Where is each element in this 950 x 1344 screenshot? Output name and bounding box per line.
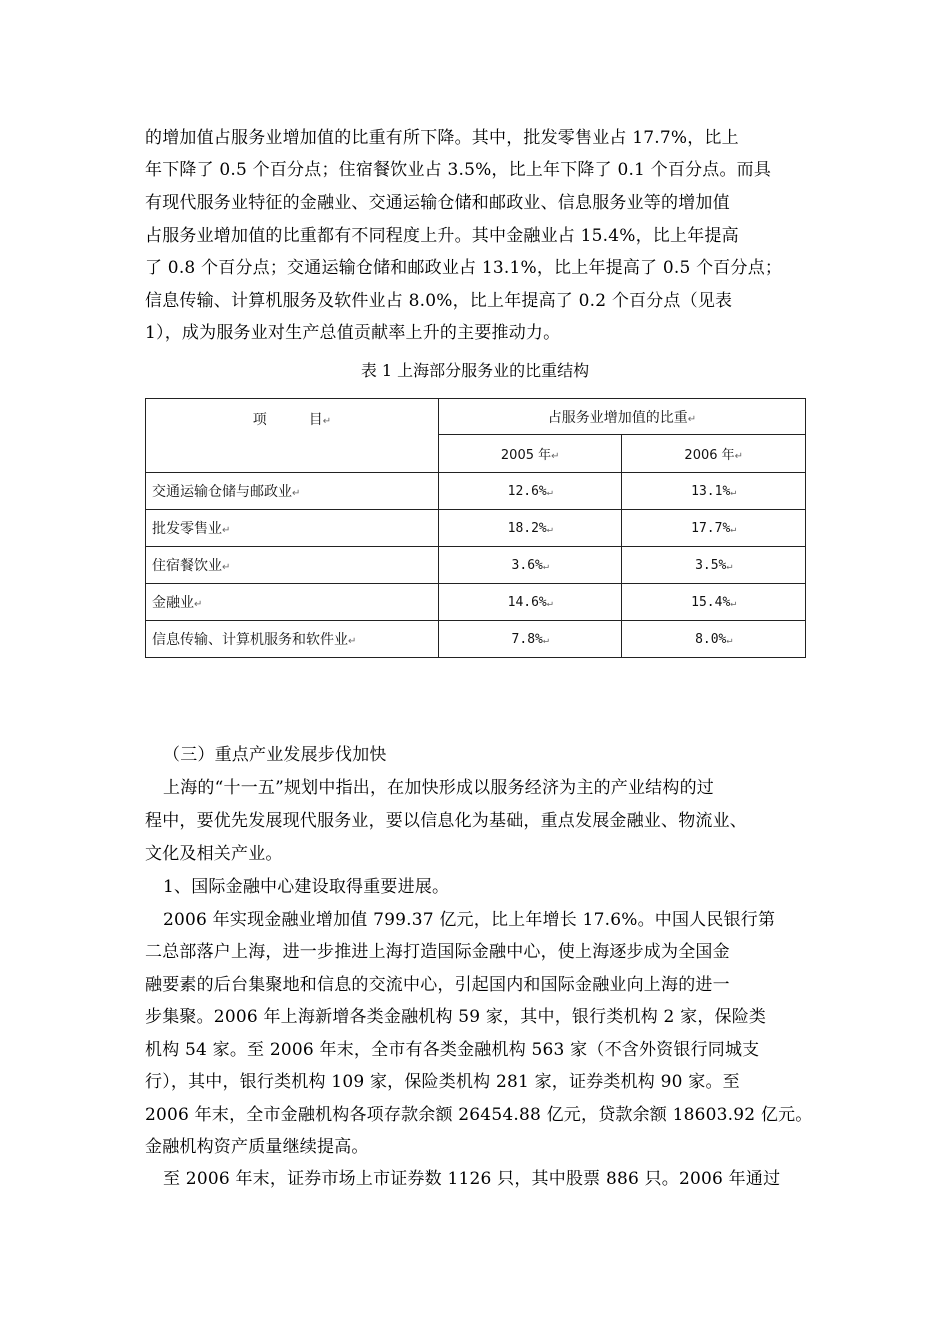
- paragraph-mark-icon: ↵: [542, 634, 549, 646]
- paragraph-mark-icon: ↵: [542, 560, 549, 572]
- paragraph-mark-icon: ↵: [730, 597, 737, 609]
- text-line: 信息传输、计算机服务及软件业占 8.0%，比上年提高了 0.2 个百分点（见表: [145, 291, 733, 311]
- text-line: 文化及相关产业。: [145, 844, 283, 864]
- text-line: 步集聚。2006 年上海新增各类金融机构 59 家，其中，银行类机构 2 家，保险类: [145, 1007, 767, 1027]
- text-line: 年下降了 0.5 个百分点；住宿餐饮业占 3.5%，比上年下降了 0.1 个百分点。而具: [145, 160, 772, 180]
- paragraph-mark-icon: ↵: [551, 451, 560, 462]
- paragraph-mark-icon: ↵: [322, 416, 332, 427]
- row-item-label: 交通运输仓储与邮政业: [152, 484, 292, 500]
- row-item-cell: [146, 510, 439, 547]
- row-2005-cell: [438, 621, 622, 658]
- text-line: 行），其中，银行类机构 109 家，保险类机构 281 家，证券类机构 90 家。至: [145, 1072, 740, 1092]
- row-2005-value: 12.6%: [507, 483, 547, 499]
- header-group-label: 占服务业增加值的比重: [547, 409, 688, 426]
- text-line: 程中，要优先发展现代服务业，要以信息化为基础，重点发展金融业、物流业、: [145, 811, 747, 831]
- paragraph-mark-icon: ↵: [546, 486, 553, 498]
- paragraph-mark-icon: ↵: [730, 523, 737, 535]
- text-line: 的增加值占服务业增加值的比重有所下降。其中，批发零售业占 17.7%，比上: [145, 128, 739, 148]
- row-2006-cell: [622, 584, 806, 621]
- service-share-table: [145, 398, 806, 658]
- header-2006-label: 2006 年: [684, 448, 735, 463]
- row-item-cell: [146, 547, 439, 584]
- row-item-label: 住宿餐饮业: [152, 558, 222, 574]
- paragraph-mark-icon: ↵: [726, 560, 733, 572]
- header-item-label: 项 目: [252, 412, 323, 428]
- row-2006-cell: [622, 473, 806, 510]
- paragraph-mark-icon: ↵: [348, 636, 357, 647]
- row-item-cell: [146, 473, 439, 510]
- row-2006-cell: [622, 621, 806, 658]
- table-row: [146, 621, 806, 658]
- paragraph-mark-icon: ↵: [222, 525, 231, 536]
- row-item-cell: [146, 584, 439, 621]
- row-2005-cell: [438, 584, 622, 621]
- row-2005-value: 7.8%: [511, 631, 543, 647]
- paragraph-mark-icon: ↵: [546, 597, 553, 609]
- text-line: 金融机构资产质量继续提高。: [145, 1137, 369, 1157]
- row-item-cell: [146, 621, 439, 658]
- text-line: 2006 年末，全市金融机构各项存款余额 26454.88 亿元，贷款余额 18603.92 亿元。: [145, 1105, 813, 1125]
- table-row: [146, 510, 806, 547]
- table-caption: 表 1 上海部分服务业的比重结构: [360, 361, 590, 380]
- header-2005-label: 2005 年: [500, 448, 552, 463]
- header-2005-cell: [438, 435, 622, 473]
- header-item-cell: [146, 399, 439, 473]
- text-line: 1），成为服务业对生产总值贡献率上升的主要推动力。: [145, 323, 561, 343]
- paragraph-mark-icon: ↵: [546, 523, 553, 535]
- table-row: [146, 473, 806, 510]
- paragraph-mark-icon: ↵: [194, 599, 203, 610]
- paragraph-mark-icon: ↵: [292, 488, 301, 499]
- text-line: 机构 54 家。至 2006 年末，全市有各类金融机构 563 家（不含外资银行同城支: [145, 1040, 760, 1060]
- row-2006-value: 8.0%: [695, 631, 727, 647]
- row-2006-value: 3.5%: [695, 557, 727, 573]
- paragraph-securities: 至 2006 年末，证券市场上市证券数 1126 只，其中股票 886 只。2006 年通过: [163, 1169, 781, 1189]
- text-line: 融要素的后台集聚地和信息的交流中心，引起国内和国际金融业向上海的进一: [145, 975, 730, 995]
- header-group-cell: [438, 399, 805, 435]
- header-2006-cell: [622, 435, 806, 473]
- text-line: 上海的“十一五”规划中指出，在加快形成以服务经济为主的产业结构的过: [163, 778, 714, 798]
- row-2006-value: 17.7%: [691, 520, 731, 536]
- text-line: 2006 年实现金融业增加值 799.37 亿元，比上年增长 17.6%。中国人民银行第: [163, 910, 776, 930]
- paragraph-mark-icon: ↵: [222, 562, 231, 573]
- text-line: 有现代服务业特征的金融业、交通运输仓储和邮政业、信息服务业等的增加值: [145, 193, 730, 213]
- row-2005-cell: [438, 473, 622, 510]
- row-item-label: 批发零售业: [152, 521, 222, 537]
- table-row: [146, 547, 806, 584]
- table-header-row: [146, 399, 806, 435]
- row-2005-value: 14.6%: [507, 594, 547, 610]
- row-2006-cell: [622, 547, 806, 584]
- row-2006-cell: [622, 510, 806, 547]
- section-heading: （三）重点产业发展步伐加快: [163, 745, 387, 765]
- row-item-label: 金融业: [152, 595, 194, 611]
- table-row: [146, 584, 806, 621]
- sub-heading: 1、国际金融中心建设取得重要进展。: [163, 877, 450, 897]
- paragraph-mark-icon: ↵: [734, 451, 744, 462]
- row-2006-value: 15.4%: [691, 594, 731, 610]
- text-line: 二总部落户上海，进一步推进上海打造国际金融中心，使上海逐步成为全国金: [145, 942, 730, 962]
- row-2006-value: 13.1%: [691, 483, 731, 499]
- row-2005-cell: [438, 547, 622, 584]
- row-2005-value: 3.6%: [511, 557, 543, 573]
- row-2005-value: 18.2%: [507, 520, 547, 536]
- row-item-label: 信息传输、计算机服务和软件业: [152, 632, 348, 648]
- paragraph-mark-icon: ↵: [730, 486, 737, 498]
- text-line: 了 0.8 个百分点；交通运输仓储和邮政业占 13.1%，比上年提高了 0.5 个百分点；: [145, 258, 783, 278]
- paragraph-mark-icon: ↵: [726, 634, 733, 646]
- row-2005-cell: [438, 510, 622, 547]
- paragraph-mark-icon: ↵: [687, 413, 697, 425]
- text-line: 占服务业增加值的比重都有不同程度上升。其中金融业占 15.4%，比上年提高: [145, 226, 739, 246]
